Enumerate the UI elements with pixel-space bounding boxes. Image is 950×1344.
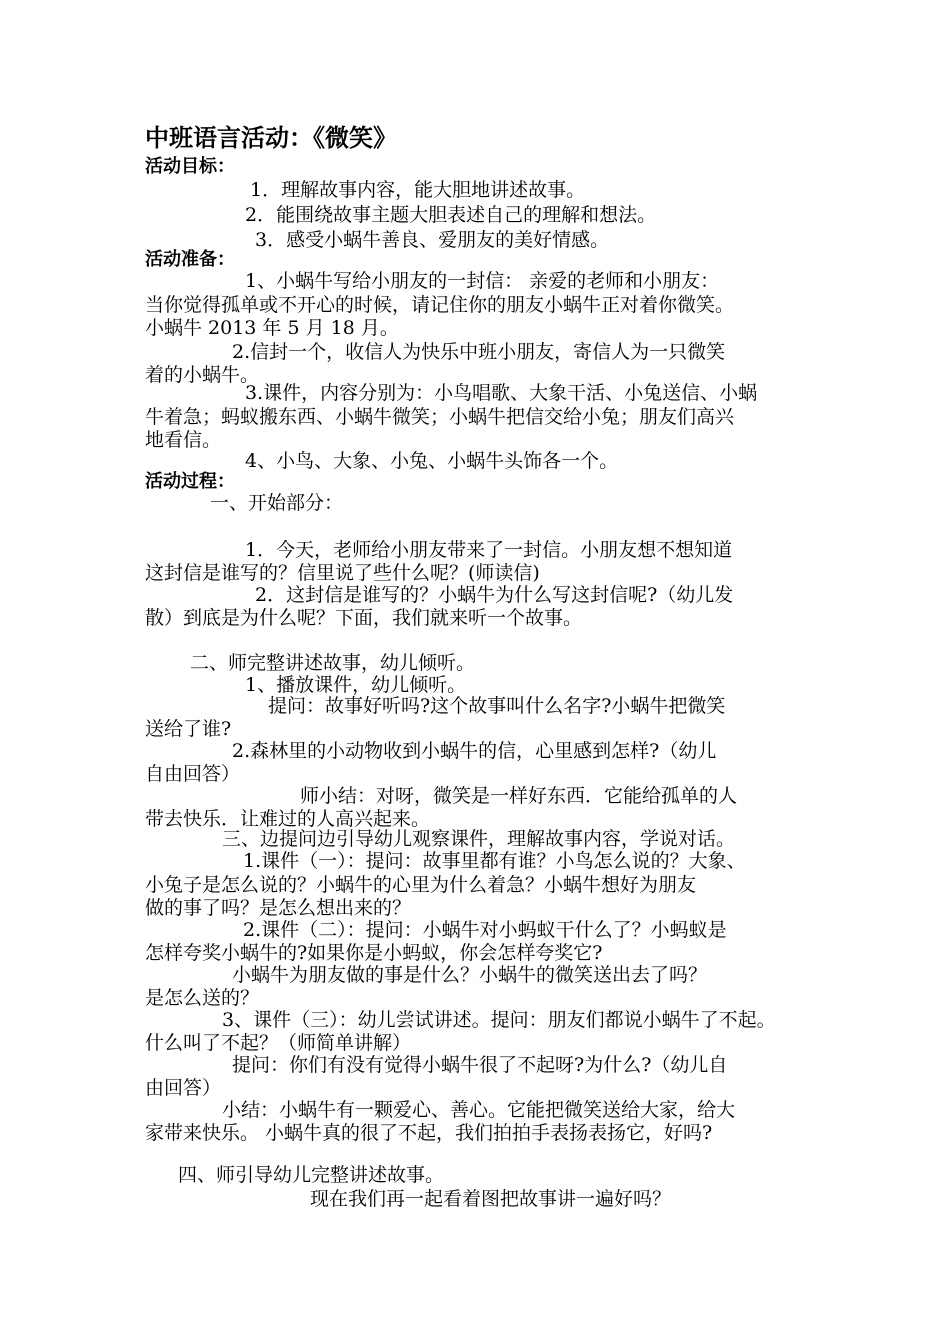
process-line: 带去快乐．让难过的人高兴起来。 [145,808,431,830]
process-line: 小兔子是怎么说的？小蜗牛的心里为什么着急？小蜗牛想好为朋友 [145,874,697,896]
prep-line: 牛着急；蚂蚁搬东西、小蜗牛微笑；小蜗牛把信交给小兔；朋友们高兴 [145,406,735,428]
process-line: 2.森林里的小动物收到小蜗牛的信，心里感到怎样?（幼儿 [232,740,717,762]
goal-item: 2．能围绕故事主题大胆表述自己的理解和想法。 [245,204,657,226]
process-line: 现在我们再一起看着图把故事讲一遍好吗？ [310,1188,672,1210]
process-line: 自由回答） [145,763,241,785]
process-line: 2．这封信是谁写的？小蜗牛为什么写这封信呢?（幼儿发 [255,584,734,606]
prep-line: 2.信封一个，收信人为快乐中班小朋友，寄信人为一只微笑 [232,341,726,363]
process-line: 1、播放课件，幼儿倾听。 [245,674,467,696]
prep-line: 4、小鸟、大象、小兔、小蜗牛头饰各一个。 [245,450,619,472]
process-line: 由回答） [145,1077,222,1099]
prep-line: 当你觉得孤单或不开心的时候，请记住你的朋友小蜗牛正对着你微笑。 [145,294,735,316]
prep-line: 着的小蜗牛。 [145,364,260,386]
process-line: 师小结：对呀，微笑是一样好东西．它能给孤单的人 [300,785,738,807]
process-line: 这封信是谁写的？信里说了些什么呢？(师读信) [145,562,540,584]
prep-line: 地看信。 [145,429,222,451]
goal-item: 3．感受小蜗牛善良、爱朋友的美好情感。 [255,229,610,251]
goals-heading: 活动目标： [145,156,235,177]
process-line: 2.课件（二）：提问：小蜗牛对小蚂蚁干什么了？小蚂蚁是 [243,919,727,941]
page-title: 中班语言活动：《微笑》 [145,124,397,152]
process-line: 1．今天，老师给小朋友带来了一封信。小朋友想不想知道 [245,539,733,561]
process-line: 小蜗牛为朋友做的事是什么？小蜗牛的微笑送出去了吗？ [232,964,708,986]
process-line: 一、开始部分： [210,492,344,514]
process-line: 小结：小蜗牛有一颗爱心、善心。它能把微笑送给大家，给大 [222,1099,736,1121]
process-line: 家带来快乐。 小蜗牛真的很了不起，我们拍拍手表扬表扬它，好吗? [145,1122,713,1144]
process-line: 二、师完整讲述故事，幼儿倾听。 [190,652,476,674]
prep-line: 1、小蜗牛写给小朋友的一封信： 亲爱的老师和小朋友： [245,270,720,292]
process-line: 送给了谁? [145,718,232,740]
prep-line: 小蜗牛 2013 年 5 月 18 月。 [145,317,399,339]
process-line: 提问：你们有没有觉得小蜗牛很了不起呀?为什么?（幼儿自 [232,1054,728,1076]
process-line: 提问：故事好听吗?这个故事叫什么名字?小蜗牛把微笑 [268,695,726,717]
process-line: 四、师引导幼儿完整讲述故事。 [178,1164,445,1186]
prep-heading: 活动准备： [145,249,235,270]
process-line: 怎样夸奖小蜗牛的?如果你是小蚂蚁，你会怎样夸奖它? [145,942,603,964]
process-line: 做的事了吗？是怎么想出来的？ [145,897,412,919]
process-heading: 活动过程： [145,471,235,492]
process-line: 1.课件（一）：提问：故事里都有谁？小鸟怎么说的？大象、 [243,850,746,872]
process-line: 三、边提问边引导幼儿观察课件，理解故事内容，学说对话。 [222,828,736,850]
process-line: 散）到底是为什么呢？下面，我们就来听一个故事。 [145,607,583,629]
process-line: 3、课件（三）：幼儿尝试讲述。提问：朋友们都说小蜗牛了不起。 [222,1009,776,1031]
process-line: 是怎么送的？ [145,987,260,1009]
goal-item: 1．理解故事内容，能大胆地讲述故事。 [250,179,586,201]
prep-line: 3.课件，内容分别为：小鸟唱歌、大象干活、小兔送信、小蜗 [245,382,758,404]
process-line: 什么叫了不起？（师简单讲解） [145,1032,412,1054]
